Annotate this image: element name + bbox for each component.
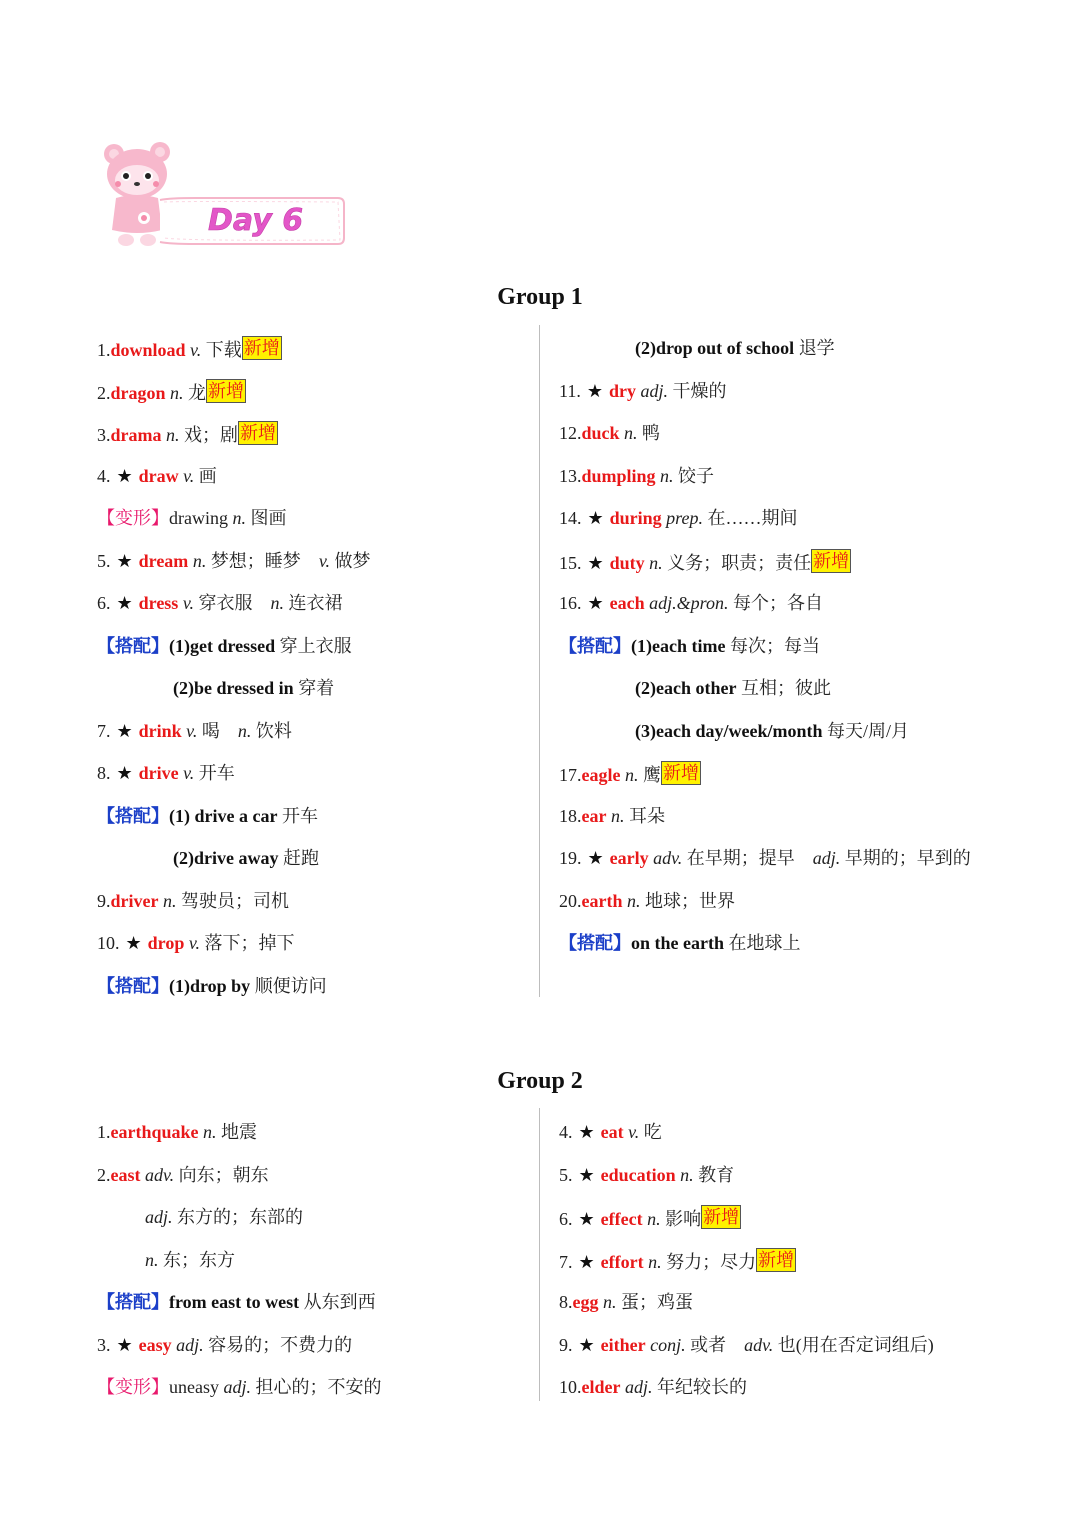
entry-number: 7. (559, 1251, 573, 1272)
key-word-star: ★ (587, 848, 604, 868)
new-word-badge: 新增 (243, 338, 280, 358)
entry-number: 8. (97, 763, 111, 783)
entry-number: 5. (559, 1164, 573, 1185)
definition: 容易的；不费力的 (208, 1334, 353, 1355)
headword: dragon (110, 382, 166, 403)
collocation-phrase: from east to west (169, 1292, 300, 1312)
definition: 影响 (665, 1209, 702, 1229)
part-of-speech: adj. (176, 1334, 204, 1355)
vocab-entry (97, 379, 246, 405)
entry-number: 19. (559, 848, 582, 868)
headword: early (609, 848, 649, 868)
key-word-star: ★ (586, 380, 603, 401)
entry-number: 6. (559, 1209, 573, 1229)
vocab-entry (97, 591, 342, 615)
vocab-entry (559, 1290, 693, 1314)
definition: 从东到西 (303, 1292, 376, 1312)
key-word-star: ★ (578, 1251, 595, 1272)
definition: 地球；世界 (644, 890, 735, 911)
key-word-star: ★ (587, 508, 604, 528)
vocab-entry (97, 761, 235, 785)
headword: effect (600, 1209, 643, 1229)
part-of-speech: adj. (145, 1207, 173, 1227)
vocab-entry (97, 336, 282, 362)
definition: 落下；掉下 (204, 933, 295, 953)
vocab-entry (559, 549, 851, 575)
entry-number: 10. (97, 933, 120, 953)
vocab-entry (97, 719, 292, 743)
definition: 穿上衣服 (279, 635, 352, 656)
entry-number: 3. (97, 1334, 111, 1355)
part-of-speech: adv. (744, 1334, 774, 1355)
part-of-speech: n. (649, 552, 663, 573)
definition: 耳朵 (628, 805, 665, 826)
part-of-speech: adj. (624, 1377, 653, 1397)
new-word-badge: 新增 (208, 380, 245, 401)
entry-number: 2. (97, 1164, 111, 1185)
vocab-entry (97, 931, 294, 955)
variant-tag: 【变形】 (97, 1377, 169, 1397)
headword: easy (138, 1334, 172, 1355)
definition: 龙 (188, 382, 207, 403)
headword: download (110, 340, 186, 360)
part-of-speech: n. (270, 593, 284, 613)
group-2-title: Group 2 (497, 1068, 583, 1094)
headword: east (110, 1164, 141, 1185)
entry-number: 1. (97, 1122, 111, 1142)
part-of-speech: n. (203, 1122, 217, 1142)
key-word-star: ★ (116, 1334, 133, 1355)
part-of-speech: n. (624, 765, 639, 785)
variant-word: uneasy (169, 1377, 219, 1397)
headword: dry (608, 380, 636, 401)
entry-number: 15. (559, 552, 582, 573)
headword: draw (138, 465, 179, 486)
collocation-tag: 【搭配】 (97, 635, 169, 656)
new-word-badge: 新增 (703, 1207, 740, 1227)
definition: 互相；彼此 (740, 678, 831, 698)
definition: 喝 (201, 720, 220, 741)
entry-number: 1. (97, 340, 111, 360)
headword: duty (609, 552, 645, 573)
part-of-speech: n. (162, 890, 177, 911)
vocab-entry (97, 464, 217, 488)
definition: 干燥的 (672, 380, 727, 401)
definition: 画 (198, 465, 217, 486)
entry-number: 5. (97, 550, 111, 571)
part-of-speech: n. (232, 508, 246, 528)
vocab-entry (97, 1333, 352, 1357)
collocation-tag: 【搭配】 (97, 975, 169, 996)
vocab-entry (145, 1205, 303, 1229)
definition: 饺子 (678, 465, 715, 486)
part-of-speech: n. (170, 382, 184, 403)
column-divider (539, 325, 540, 997)
vocab-entry (559, 804, 665, 828)
headword: drink (138, 720, 182, 741)
collocation-phrase: (3)each day/week/month (635, 720, 823, 741)
part-of-speech: v. (628, 1122, 640, 1142)
variant-word: drawing (169, 508, 228, 528)
vocab-entry (173, 846, 319, 870)
vocab-entry (97, 549, 370, 573)
headword: dream (138, 550, 189, 571)
part-of-speech: adj. (812, 848, 841, 868)
definition: 或者 (690, 1334, 727, 1355)
headword: during (609, 508, 662, 528)
part-of-speech: n. (237, 720, 252, 741)
headword: effort (600, 1251, 644, 1272)
definition: 地震 (221, 1122, 258, 1142)
part-of-speech: n. (648, 1251, 662, 1272)
definition: 顺便访问 (254, 975, 327, 996)
collocation-phrase: (1)each time (631, 635, 726, 656)
entry-number: 12. (559, 423, 582, 443)
entry-number: 13. (559, 465, 582, 486)
headword: eat (600, 1122, 624, 1142)
vocab-entry (97, 889, 289, 913)
headword: duck (581, 423, 620, 443)
headword: dress (138, 593, 179, 613)
part-of-speech: n. (610, 805, 625, 826)
collocation-phrase: on the earth (631, 933, 724, 953)
collocation-phrase: (1)get dressed (169, 635, 276, 656)
headword: dumpling (581, 465, 656, 486)
key-word-star: ★ (578, 1209, 595, 1229)
part-of-speech: n. (145, 1249, 159, 1270)
collocation-tag: 【搭配】 (97, 1292, 169, 1312)
part-of-speech: v. (183, 465, 195, 486)
collocation-tag: 【搭配】 (97, 805, 169, 826)
part-of-speech: v. (186, 720, 198, 741)
definition: 东；东方 (163, 1249, 235, 1270)
definition: 在早期；提早 (686, 848, 795, 868)
definition: 鹰 (642, 765, 661, 785)
vocab-entry (97, 804, 318, 828)
definition: 在……期间 (707, 508, 798, 528)
key-word-star: ★ (578, 1334, 595, 1355)
part-of-speech: adj. (640, 380, 668, 401)
headword: drop (147, 933, 185, 953)
vocab-entry (97, 634, 352, 658)
definition: 穿衣服 (198, 593, 253, 613)
part-of-speech: n. (603, 1292, 617, 1312)
definition: 担心的；不安的 (255, 1377, 382, 1397)
collocation-tag: 【搭配】 (559, 635, 631, 656)
entry-number: 4. (559, 1122, 573, 1142)
vocab-entry (559, 1120, 662, 1144)
headword: elder (581, 1377, 621, 1397)
new-word-badge: 新增 (662, 763, 699, 783)
part-of-speech: n. (647, 1209, 661, 1229)
vocab-entry (173, 676, 334, 700)
entry-number: 4. (97, 465, 111, 486)
definition: 穿着 (298, 678, 335, 698)
definition: 做梦 (334, 550, 371, 571)
part-of-speech: adj. (223, 1377, 251, 1397)
definition: 每个；各自 (732, 593, 823, 613)
part-of-speech: n. (626, 890, 641, 911)
banner-title: Day 6 (208, 203, 304, 238)
part-of-speech: adj.&pron. (649, 593, 729, 613)
entry-number: 2. (97, 382, 111, 403)
key-word-star: ★ (578, 1164, 595, 1185)
entry-number: 6. (97, 593, 111, 613)
vocab-entry (559, 464, 714, 488)
vocab-entry (559, 1163, 734, 1187)
definition: 鸭 (642, 423, 661, 443)
vocab-entry (635, 336, 835, 360)
vocab-entry (559, 761, 701, 787)
vocab-entry (97, 1120, 257, 1144)
collocation-phrase: (1) drive a car (169, 805, 278, 826)
definition: 饮料 (255, 720, 292, 741)
definition: 早期的；早到的 (844, 848, 971, 868)
vocab-entry (559, 1375, 747, 1399)
definition: 吃 (643, 1122, 662, 1142)
entry-number: 10. (559, 1377, 582, 1397)
day-banner (100, 138, 350, 254)
collocation-phrase: (2)each other (635, 678, 737, 698)
collocation-phrase: (1)drop by (169, 975, 251, 996)
vocab-entry (559, 1333, 934, 1357)
key-word-star: ★ (116, 763, 133, 783)
vocab-entry (97, 1375, 382, 1399)
vocab-entry (97, 421, 278, 447)
key-word-star: ★ (587, 593, 604, 613)
entry-number: 9. (559, 1334, 573, 1355)
definition: 赶跑 (282, 848, 319, 868)
definition: 戏；剧 (184, 425, 238, 445)
vocab-entry (145, 1248, 235, 1272)
definition: 东方的；东部的 (177, 1207, 304, 1227)
vocab-entry (97, 1163, 269, 1187)
part-of-speech: n. (660, 465, 674, 486)
headword: earthquake (110, 1122, 199, 1142)
part-of-speech: v. (318, 550, 330, 571)
headword: drive (138, 763, 179, 783)
entry-number: 16. (559, 593, 582, 613)
collocation-phrase: (2)be dressed in (173, 678, 294, 698)
definition: 每天/周/月 (827, 720, 910, 741)
vocab-entry (559, 634, 820, 658)
collocation-phrase: (2)drop out of school (635, 338, 795, 358)
definition: 每次；每当 (729, 635, 820, 656)
entry-number: 11. (559, 380, 581, 401)
vocab-entry (635, 676, 831, 700)
definition: 连衣裙 (288, 593, 343, 613)
headword: egg (572, 1292, 599, 1312)
part-of-speech: v. (188, 933, 200, 953)
part-of-speech: n. (624, 423, 638, 443)
entry-number: 8. (559, 1292, 573, 1312)
vocab-entry (559, 931, 801, 955)
group-1-title: Group 1 (497, 284, 583, 310)
definition: 向东；朝东 (178, 1164, 269, 1185)
vocab-entry (559, 846, 971, 870)
headword: education (600, 1164, 676, 1185)
variant-tag: 【变形】 (97, 508, 169, 528)
key-word-star: ★ (587, 552, 604, 573)
part-of-speech: n. (680, 1164, 694, 1185)
collocation-phrase: (2)drive away (173, 848, 279, 868)
definition: 梦想；睡梦 (210, 550, 301, 571)
part-of-speech: adv. (653, 848, 683, 868)
new-word-badge: 新增 (758, 1249, 795, 1270)
headword: each (609, 593, 645, 613)
headword: earth (581, 890, 623, 911)
entry-number: 14. (559, 508, 582, 528)
definition: 教育 (698, 1164, 735, 1185)
vocab-entry (559, 1205, 741, 1231)
new-word-badge: 新增 (813, 550, 850, 571)
part-of-speech: v. (183, 763, 195, 783)
definition: 在地球上 (728, 933, 801, 953)
part-of-speech: v. (182, 593, 194, 613)
vocab-entry (97, 506, 286, 530)
part-of-speech: conj. (650, 1334, 686, 1355)
part-of-speech: n. (192, 550, 207, 571)
key-word-star: ★ (116, 465, 133, 486)
headword: eagle (581, 765, 621, 785)
entry-number: 7. (97, 720, 111, 741)
definition: 也(用在否定词组后) (777, 1334, 934, 1355)
vocab-entry (635, 719, 909, 743)
vocab-entry (97, 974, 327, 998)
key-word-star: ★ (116, 593, 133, 613)
entry-number: 17. (559, 765, 582, 785)
vocab-entry (559, 421, 660, 445)
vocab-entry (559, 889, 735, 913)
definition: 下载 (205, 340, 242, 360)
headword: either (600, 1334, 646, 1355)
entry-number: 20. (559, 890, 582, 911)
definition: 图画 (250, 508, 287, 528)
key-word-star: ★ (116, 720, 133, 741)
part-of-speech: n. (166, 425, 180, 445)
entry-number: 3. (97, 425, 111, 445)
headword: ear (581, 805, 607, 826)
vocab-entry (559, 591, 823, 615)
key-word-star: ★ (116, 550, 133, 571)
headword: drama (110, 425, 162, 445)
definition: 蛋；鸡蛋 (621, 1292, 693, 1312)
entry-number: 18. (559, 805, 582, 826)
entry-number: 9. (97, 890, 111, 911)
definition: 努力；尽力 (666, 1251, 757, 1272)
vocab-entry (559, 379, 727, 403)
definition: 开车 (198, 763, 235, 783)
key-word-star: ★ (578, 1122, 595, 1142)
part-of-speech: v. (190, 340, 202, 360)
column-divider (539, 1108, 540, 1401)
part-of-speech: adv. (145, 1164, 175, 1185)
key-word-star: ★ (125, 933, 142, 953)
vocab-entry (559, 1248, 796, 1274)
new-word-badge: 新增 (240, 423, 276, 443)
definition: 驾驶员；司机 (180, 890, 289, 911)
definition: 开车 (281, 805, 318, 826)
definition: 退学 (798, 338, 835, 358)
part-of-speech: prep. (666, 508, 703, 528)
headword: driver (110, 890, 159, 911)
vocab-entry (97, 1290, 376, 1314)
collocation-tag: 【搭配】 (559, 933, 631, 953)
definition: 义务；职责；责任 (667, 552, 812, 573)
vocab-entry (559, 506, 798, 530)
definition: 年纪较长的 (657, 1377, 747, 1397)
